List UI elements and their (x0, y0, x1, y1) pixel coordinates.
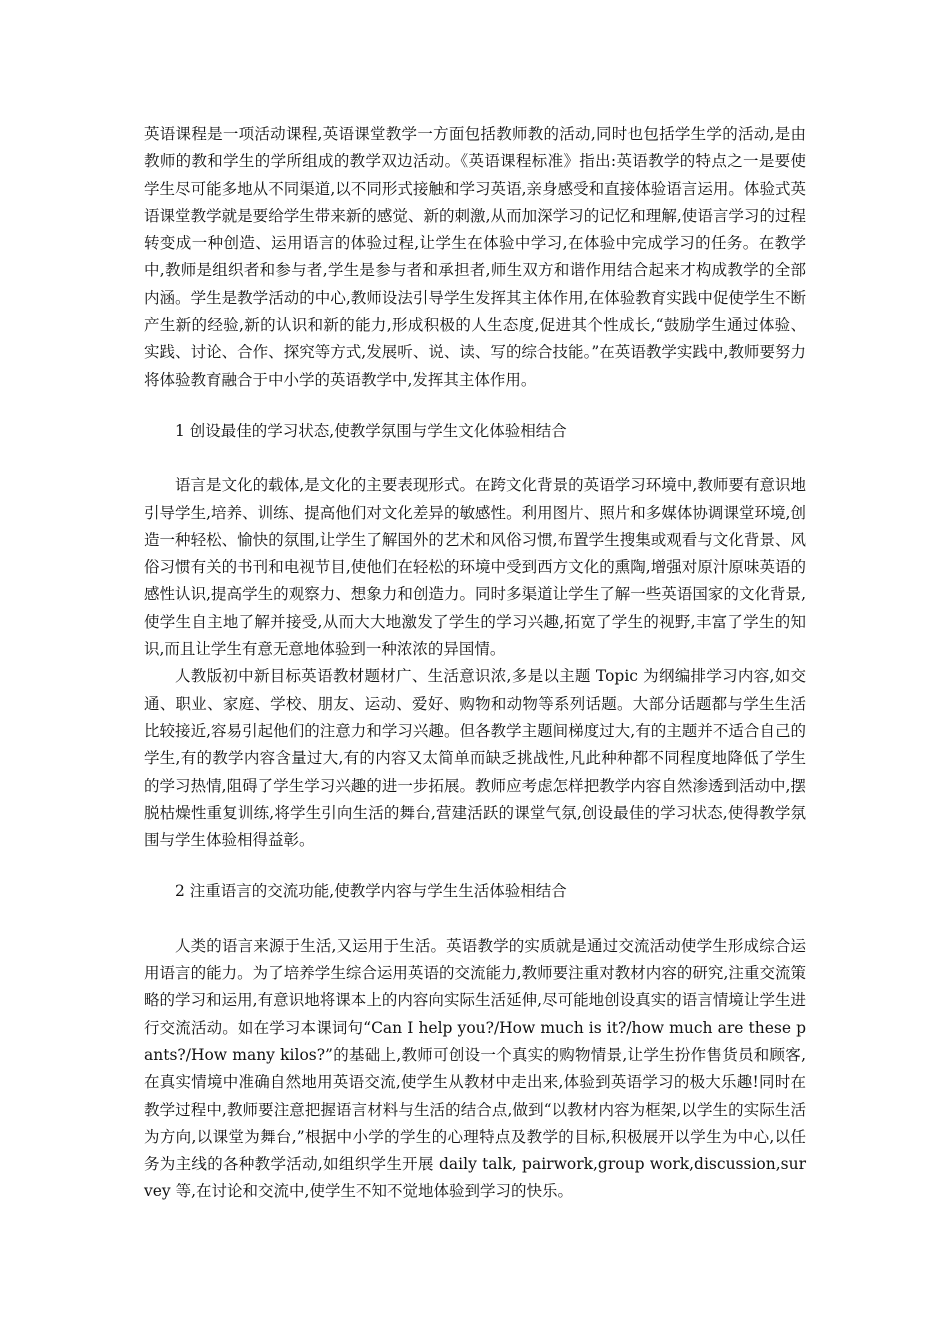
section-1-paragraph-2: 人教版初中新目标英语教材题材广、生活意识浓,多是以主题 Topic 为纲编排学习内容,如交通、职业、家庭、学校、朋友、运动、爱好、购物和动物等系列话题。大部分话题都与学生生活比较接近,容易引起他们的注意力和学习兴趣。但各教学主题间梯度过大,有的主题并不适合自己的学生,有的教学内容含量过大,有的内容又太简单而缺乏挑战性,凡此种种都不同程度地降低了学生的学习热情,阻碍了学生学习兴趣的进一步拓展。教师应考虑怎样把教学内容自然渗透到活动中,摆脱枯燥性重复训练,将学生引向生活的舞台,营建活跃的课堂气氛,创设最佳的学习状态,使得教学氛围与学生体验相得益彰。 (144, 667, 806, 850)
document-page (144, 121, 806, 1206)
section-2-heading: 2 注重语言的交流功能,使教学内容与学生生活体验相结合 (175, 882, 567, 901)
section-1-paragraph-1: 语言是文化的载体,是文化的主要表现形式。在跨文化背景的英语学习环境中,教师要有意识地引导学生,培养、训练、提高他们对文化差异的敏感性。利用图片、照片和多媒体协调课堂环境,创造一种轻松、愉快的氛围,让学生了解国外的艺术和风俗习惯,布置学生搜集或观看与文化背景、风俗习惯有关的书刊和电视节目,使他们在轻松的环境中受到西方文化的熏陶,增强对原汁原味英语的感性认识,提高学生的观察力、想象力和创造力。同时多渠道让学生了解一些英语国家的文化背景,使学生自主地了解并接受,从而大大地激发了学生的学习兴趣,拓宽了学生的视野,丰富了学生的知识,而且让学生有意无意地体验到一种浓浓的异国情。 (144, 476, 806, 659)
section-1-heading: 1 创设最佳的学习状态,使教学氛围与学生文化体验相结合 (175, 421, 567, 440)
intro-paragraph: 英语课程是一项活动课程,英语课堂教学一方面包括教师教的活动,同时也包括学生学的活动,是由教师的教和学生的学所组成的教学双边活动。《英语课程标准》指出:英语教学的特点之一是要使学生尽可能多地从不同渠道,以不同形式接触和学习英语,亲身感受和直接体验语言运用。体验式英语课堂教学就是要给学生带来新的感觉、新的刺激,从而加深学习的记忆和理解,使语言学习的过程转变成一种创造、运用语言的体验过程,让学生在体验中学习,在体验中完成学习的任务。在教学中,教师是组织者和参与者,学生是参与者和承担者,师生双方和谐作用结合起来才构成教学的全部内涵。学生是教学活动的中心,教师设法引导学生发挥其主体作用,在体验教育实践中促使学生不断产生新的经验,新的认识和新的能力,形成积极的人生态度,促进其个性成长,“鼓励学生通过体验、实践、讨论、合作、探究等方式,发展听、说、读、写的综合技能。”在英语教学实践中,教师要努力将体验教育融合于中小学的英语教学中,发挥其主体作用。 (144, 125, 807, 389)
section-2-paragraph-1: 人类的语言来源于生活,又运用于生活。英语教学的实质就是通过交流活动使学生形成综合运用语言的能力。为了培养学生综合运用英语的交流能力,教师要注重对教材内容的研究,注重交流策略的学习和运用,有意识地将课本上的内容向实际生活延伸,尽可能地创设真实的语言情境让学生进行交流活动。如在学习本课词句“Can I help you?/How much is it?/how much are these pants?/How many kilos?”的基础上,教师可创设一个真实的购物情景,让学生扮作售货员和顾客,在真实情境中准确自然地用英语交流,使学生从教材中走出来,体验到英语学习的极大乐趣!同时在教学过程中,教师要注意把握语言材料与生活的结合点,做到“以教材内容为框架,以学生的实际生活为方向,以课堂为舞台,”根据中小学的学生的心理特点及教学的目标,积极展开以学生为中心,以任务为主线的各种教学活动,如组织学生开展 daily talk, pairwork,group work,discussion,survey 等,在讨论和交流中,使学生不知不觉地体验到学习的快乐。 (144, 936, 806, 1201)
